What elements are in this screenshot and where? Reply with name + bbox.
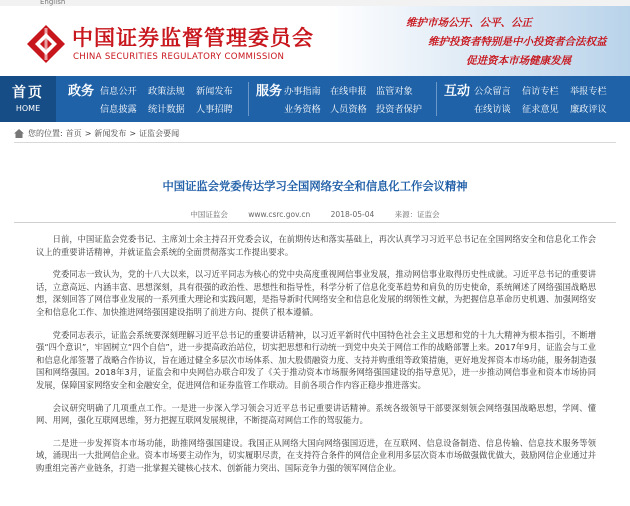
nav-link-comments[interactable]: 征求意见	[522, 104, 559, 115]
nav-divider	[436, 82, 437, 116]
home-label-cn: 首页	[12, 85, 44, 101]
slogan-2: 维护投资者特别是中小投资者合法权益	[428, 36, 607, 48]
article-origin: 来源：证监会	[394, 210, 440, 219]
article-paragraph: 党委同志一致认为，党的十八大以来，以习近平同志为核心的党中央高度重视网信事业发展，推动网信事业取得历史性成就。习近平总书记的重要讲话，立意高远、内涵丰富、思想深刻，具有很强的政治性、思想性和指导性，科学分析了信息化变革趋势和肩负的历史使命，系统阐述了网络强国战略思想，深刻回答了网信事业发展的一系列重大理论和实践问题，是指导新时代网络安全和信息化发展的纲领性文献，为把握信息革命历史机遇、加强网络安全和信息化工作、加快推进网络强国建设指明了前进方向、提供了根本遵循。	[36, 269, 596, 317]
nav-link-recruitment[interactable]: 人事招聘	[196, 104, 233, 115]
main-nav	[0, 76, 630, 122]
slogans	[406, 14, 606, 71]
nav-link-public-message[interactable]: 公众留言	[474, 86, 511, 97]
nav-section-service	[252, 76, 430, 122]
site-header	[0, 6, 630, 76]
nav-section-title: 政务	[67, 84, 94, 99]
nav-link-info-publish[interactable]: 信息披露	[100, 104, 137, 115]
nav-link-petition[interactable]: 信访专栏	[522, 86, 559, 97]
breadcrumb-item-home[interactable]: 首页	[65, 128, 82, 138]
nav-link-news[interactable]: 新闻发布	[196, 86, 233, 97]
home-label-en: HOME	[15, 104, 41, 113]
nav-divider	[248, 82, 249, 116]
nav-link-statistics[interactable]: 统计数据	[148, 104, 185, 115]
article-title: 中国证监会党委传达学习全国网络安全和信息化工作会议精神	[162, 180, 468, 193]
breadcrumb-divider	[14, 142, 616, 143]
slogan-1: 维护市场公开、公平、公正	[406, 17, 532, 29]
breadcrumb-separator: >	[129, 128, 137, 138]
nav-link-integrity-review[interactable]: 廉政评议	[570, 104, 607, 115]
article-paragraph: 会议研究明确了几项重点工作。一是进一步深入学习领会习近平总书记重要讲话精神。系统各级领导干部要深刻领会网络强国战略思想，学网、懂网、用网，强化互联网思维，努力把握互联网发展规律，不断提高对网信工作的驾驭能力。	[36, 402, 596, 426]
article-url[interactable]: www.csrc.gov.cn	[248, 210, 311, 219]
nav-link-personnel-qualification[interactable]: 人员资格	[330, 104, 367, 115]
nav-section-title: 互动	[443, 84, 470, 99]
meta-divider	[14, 222, 616, 223]
home-nav-button[interactable]	[0, 76, 56, 122]
breadcrumb-item-csrc-news[interactable]: 证监会要闻	[139, 128, 180, 138]
org-name-cn: 中国证券监督管理委员会	[72, 25, 314, 50]
nav-link-policies[interactable]: 政策法规	[148, 86, 185, 97]
breadcrumb	[14, 126, 616, 140]
csrc-logo-icon	[26, 24, 66, 64]
article-paragraph: 日前，中国证监会党委书记、主席刘士余主持召开党委会议，在前期传达和落实基础上，再次认真学习习近平总书记在全国网络安全和信息化工作会议上的重要讲话精神，并就证监会系统的全面贯彻落实工作提出要求。	[36, 234, 596, 257]
nav-link-info-disclosure[interactable]: 信息公开	[100, 86, 137, 97]
nav-link-business-qualification[interactable]: 业务资格	[284, 104, 321, 115]
nav-link-online-filing[interactable]: 在线申报	[330, 86, 367, 97]
language-link[interactable]: English	[40, 0, 66, 6]
breadcrumb-separator: >	[84, 128, 92, 138]
nav-section-government	[64, 76, 240, 122]
nav-link-investor-protection[interactable]: 投资者保护	[376, 104, 422, 115]
article-paragraph: 党委同志表示，证监会系统要深刻理解习近平总书记的重要讲话精神，以习近平新时代中国特色社会主义思想和党的十九大精神为根本指引，不断增强“四个意识”，牢固树立“四个自信”，进一步提高政治站位，切实把思想和行动统一到党中央关于网信工作的战略部署上来。2017年9月，证监会与工业和信息化部签署了战略合作协议，旨在通过健全多层次市场体系、加大股债融资力度、支持并购重组等政策措施，更好地发挥资本市场功能，服务制造强国和网络强国。2018年3月，证监会和中央网信办联合印发了《关于推动资本市场服务网络强国建设的指导意见》，进一步推动网信事业和资本市场协同发展，保障国家网络安全和金融安全，促进网信和证券监管工作联动。目前各项合作内容正稳步推进落实。	[36, 329, 596, 390]
slogan-3: 促进资本市场健康发展	[466, 55, 571, 67]
breadcrumb-prefix: 您的位置:	[28, 128, 63, 138]
org-name-en: CHINA SECURITIES REGULATORY COMMISSION	[73, 52, 285, 62]
breadcrumb-item-news[interactable]: 新闻发布	[94, 128, 127, 138]
article-source: 中国证监会	[190, 210, 228, 219]
nav-section-title: 服务	[255, 84, 282, 99]
home-icon	[14, 129, 24, 138]
article-body	[36, 233, 596, 485]
nav-link-guide[interactable]: 办事指南	[284, 86, 321, 97]
article-date: 2018-05-04	[330, 210, 375, 219]
article-meta	[0, 209, 630, 220]
nav-link-online-interview[interactable]: 在线访谈	[474, 104, 511, 115]
nav-link-report[interactable]: 举报专栏	[570, 86, 607, 97]
nav-section-interaction	[440, 76, 626, 122]
article-paragraph: 二是进一步发挥资本市场功能，助推网络强国建设。我国正从网络大国向网络强国迈进，在互联网、信息设备制造、信息传输、信息技术服务等领域，涌现出一大批网信企业。资本市场要主动作为，切实履职尽责，在支持符合条件的网信企业利用多层次资本市场做强做优做大，鼓励网信企业通过并购重组完善产业链条，打造一批掌握关键核心技术、创新能力突出、国际竞争力强的领军网信企业。	[36, 437, 596, 473]
nav-link-regulated-entities[interactable]: 监管对象	[376, 86, 413, 97]
